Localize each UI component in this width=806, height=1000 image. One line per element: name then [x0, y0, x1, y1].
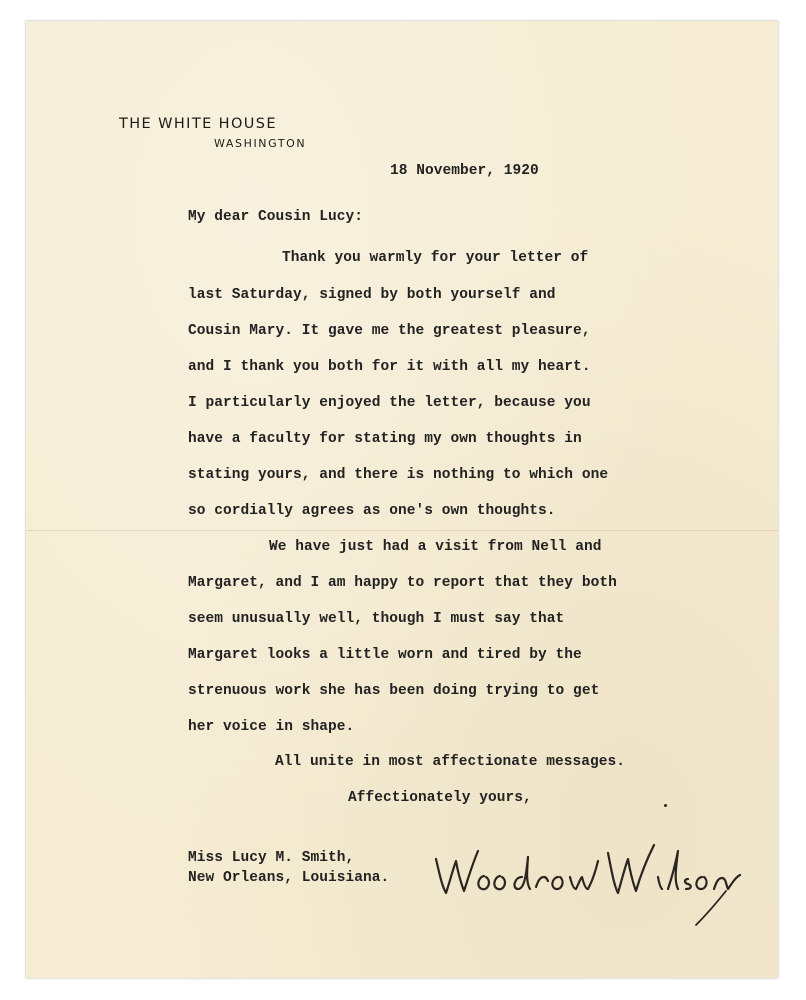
body-line: and I thank you both for it with all my heart.: [188, 359, 591, 375]
body-line: Margaret, and I am happy to report that they both: [188, 575, 617, 591]
ink-dot: [664, 804, 667, 807]
body-line: have a faculty for stating my own thoughts in: [188, 431, 582, 447]
body-line: Margaret looks a little worn and tired by the: [188, 647, 582, 663]
body-line: We have just had a visit from Nell and: [269, 539, 602, 555]
body-line: her voice in shape.: [188, 719, 355, 735]
body-line: All unite in most affectionate messages.: [275, 754, 626, 770]
body-line: stating yours, and there is nothing to which one: [188, 467, 609, 483]
body-line: seem unusually well, though I must say that: [188, 611, 565, 627]
body-line: last Saturday, signed by both yourself and: [188, 287, 556, 303]
body-line: Thank you warmly for your letter of: [282, 250, 589, 266]
body-line: Cousin Mary. It gave me the greatest pleasure,: [188, 323, 591, 339]
body-line: strenuous work she has been doing trying to get: [188, 683, 600, 699]
letter-paper: [26, 21, 778, 978]
body-line: so cordially agrees as one's own thoughts.: [188, 503, 556, 519]
closing: Affectionately yours,: [348, 790, 532, 806]
addressee-location: New Orleans, Louisiana.: [188, 870, 390, 886]
body-line: I particularly enjoyed the letter, because you: [188, 395, 591, 411]
addressee-name: Miss Lucy M. Smith,: [188, 850, 355, 866]
signature: [426, 821, 746, 931]
letterhead-title: THE WHITE HOUSE: [119, 116, 277, 132]
letterhead-city: WASHINGTON: [214, 137, 307, 150]
letter-date: 18 November, 1920: [390, 163, 539, 179]
salutation: My dear Cousin Lucy:: [188, 209, 364, 225]
fold-crease: [26, 530, 778, 531]
